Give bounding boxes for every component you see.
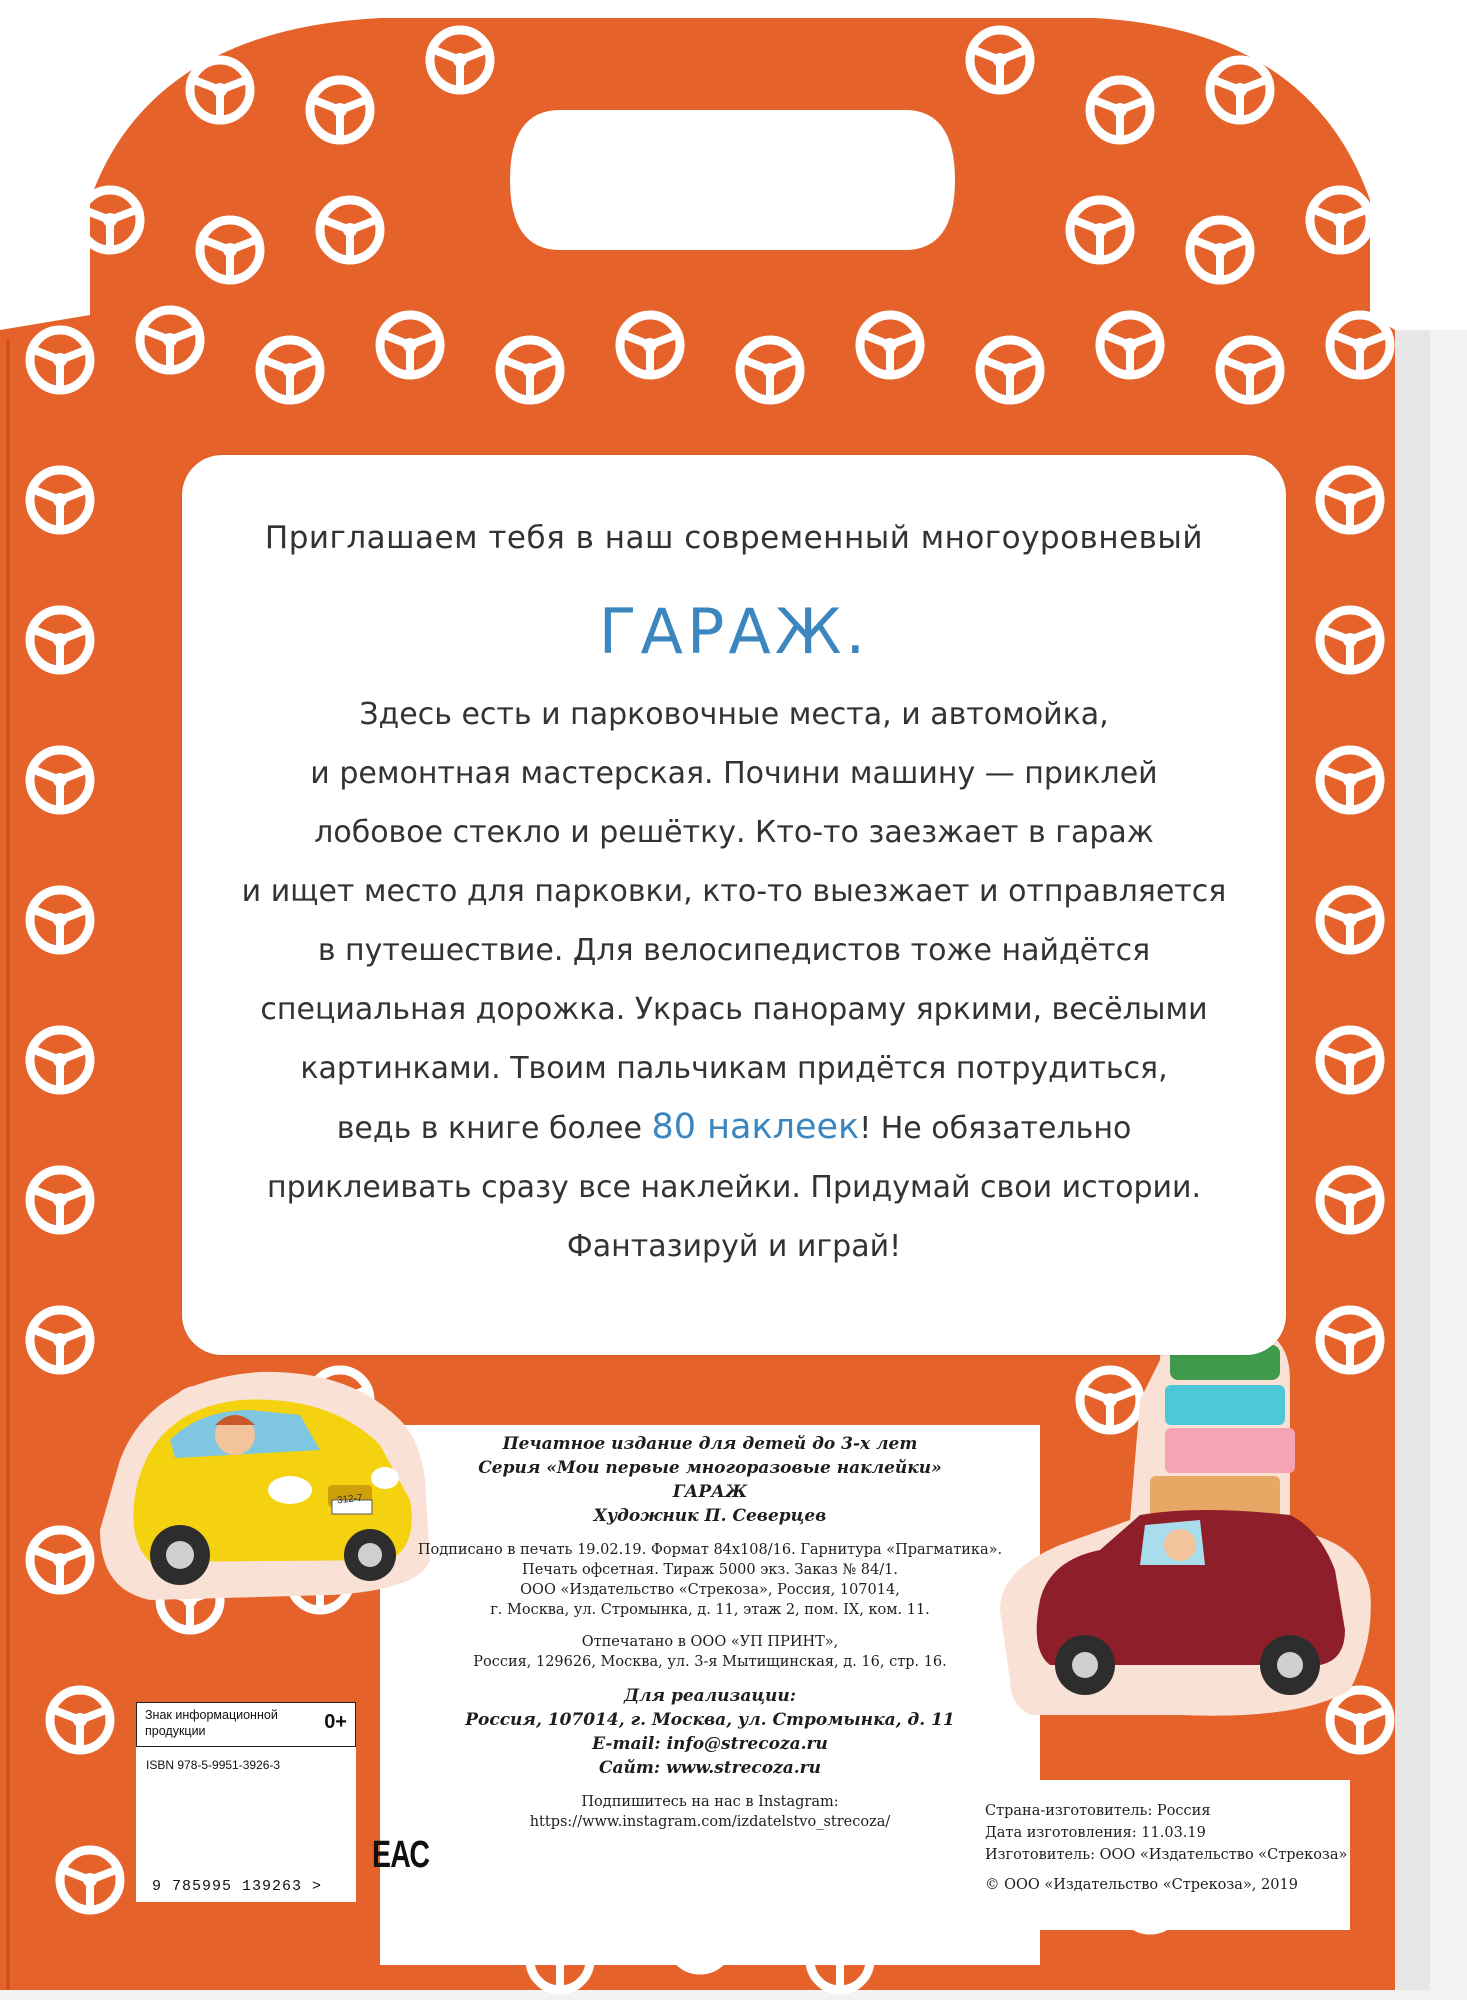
line-text: ведь в книге более: [336, 1111, 652, 1146]
info-product-sign: [136, 1702, 356, 1747]
manufacturer-info: [985, 1800, 1347, 1896]
imprint-block: [370, 1432, 1050, 1832]
description-card: [182, 455, 1286, 1355]
paragraph-line: Фантазируй и играй!: [566, 1229, 902, 1264]
paragraph-line: и ищет место для парковки, кто-то выезжает и отправляется: [241, 874, 1227, 909]
paragraph-line: в путешествие. Для велосипедистов тоже найдётся: [317, 933, 1151, 968]
isbn-block: [136, 1702, 356, 1902]
sales-heading: Для реализации:: [623, 1686, 797, 1706]
line-text: ! Не обязательно: [859, 1111, 1132, 1146]
print-details: Печать офсетная. Тираж 5000 экз. Заказ № 84/1.: [522, 1562, 898, 1578]
intro-line: Приглашаем тебя в наш современный многоуровневый: [264, 520, 1204, 556]
sign-label: продукции: [145, 1724, 206, 1738]
eac-mark: ЕАС: [372, 1834, 430, 1876]
instagram-link[interactable]: https://www.instagram.com/izdatelstvo_strecoza/: [529, 1814, 891, 1830]
series-name: Серия «Мои первые многоразовые наклейки»: [478, 1458, 942, 1478]
copyright: © ООО «Издательство «Стрекоза», 2019: [985, 1877, 1298, 1893]
artist-name: Художник П. Северцев: [593, 1506, 827, 1526]
manufacture-date: Дата изготовления: 11.03.19: [985, 1825, 1206, 1841]
publisher-address: г. Москва, ул. Стромынка, д. 11, этаж 2, пом. IX, ком. 11.: [490, 1602, 930, 1618]
imprint-title: ГАРАЖ: [672, 1482, 748, 1502]
age-note: Печатное издание для детей до 3-х лет: [502, 1434, 918, 1454]
barcode-number: 9 785995 139263 >: [152, 1878, 323, 1895]
paragraph-line: приклеивать сразу все наклейки. Придумай свои истории.: [266, 1170, 1202, 1205]
description-paragraph: [182, 685, 1286, 1276]
publisher-address: ООО «Издательство «Стрекоза», Россия, 107014,: [520, 1582, 900, 1598]
website-link[interactable]: Сайт: www.strecoza.ru: [599, 1758, 821, 1778]
sticker-count-highlight: 80 наклеек: [651, 1107, 860, 1147]
paragraph-line: специальная дорожка. Укрась панораму яркими, весёлыми: [260, 992, 1208, 1027]
license-plate: 312-7: [336, 1492, 364, 1507]
age-rating: 0+: [324, 1711, 347, 1733]
paragraph-line: и ремонтная мастерская. Почини машину — приклей: [310, 756, 1158, 791]
paragraph-line: лобовое стекло и решётку. Кто-то заезжает в гараж: [314, 815, 1154, 850]
instagram-label: Подпишитесь на нас в Instagram:: [581, 1794, 839, 1810]
book-heading: ГАРАЖ.: [598, 595, 870, 668]
sign-label: Знак информационной: [145, 1708, 278, 1722]
print-details: Подписано в печать 19.02.19. Формат 84х108/16. Гарнитура «Прагматика».: [417, 1542, 1003, 1558]
email-link[interactable]: E-mail: info@strecoza.ru: [592, 1734, 828, 1754]
paragraph-line: картинками. Твоим пальчикам придётся потрудиться,: [300, 1051, 1168, 1086]
sales-address: Россия, 107014, г. Москва, ул. Стромынка, д. 11: [465, 1710, 955, 1730]
printer-address: Россия, 129626, Москва, ул. 3-я Мытищинская, д. 16, стр. 16.: [473, 1654, 947, 1670]
paragraph-line: Здесь есть и парковочные места, и автомойка,: [359, 697, 1109, 732]
paragraph-line-highlight: [182, 1098, 1286, 1158]
country-of-origin: Страна-изготовитель: Россия: [985, 1803, 1211, 1819]
printer-name: Отпечатано в ООО «УП ПРИНТ»,: [581, 1634, 839, 1650]
isbn-number: ISBN 978-5-9951-3926-3: [146, 1758, 281, 1772]
manufacturer-name: Изготовитель: ООО «Издательство «Стрекоза»: [985, 1847, 1348, 1863]
